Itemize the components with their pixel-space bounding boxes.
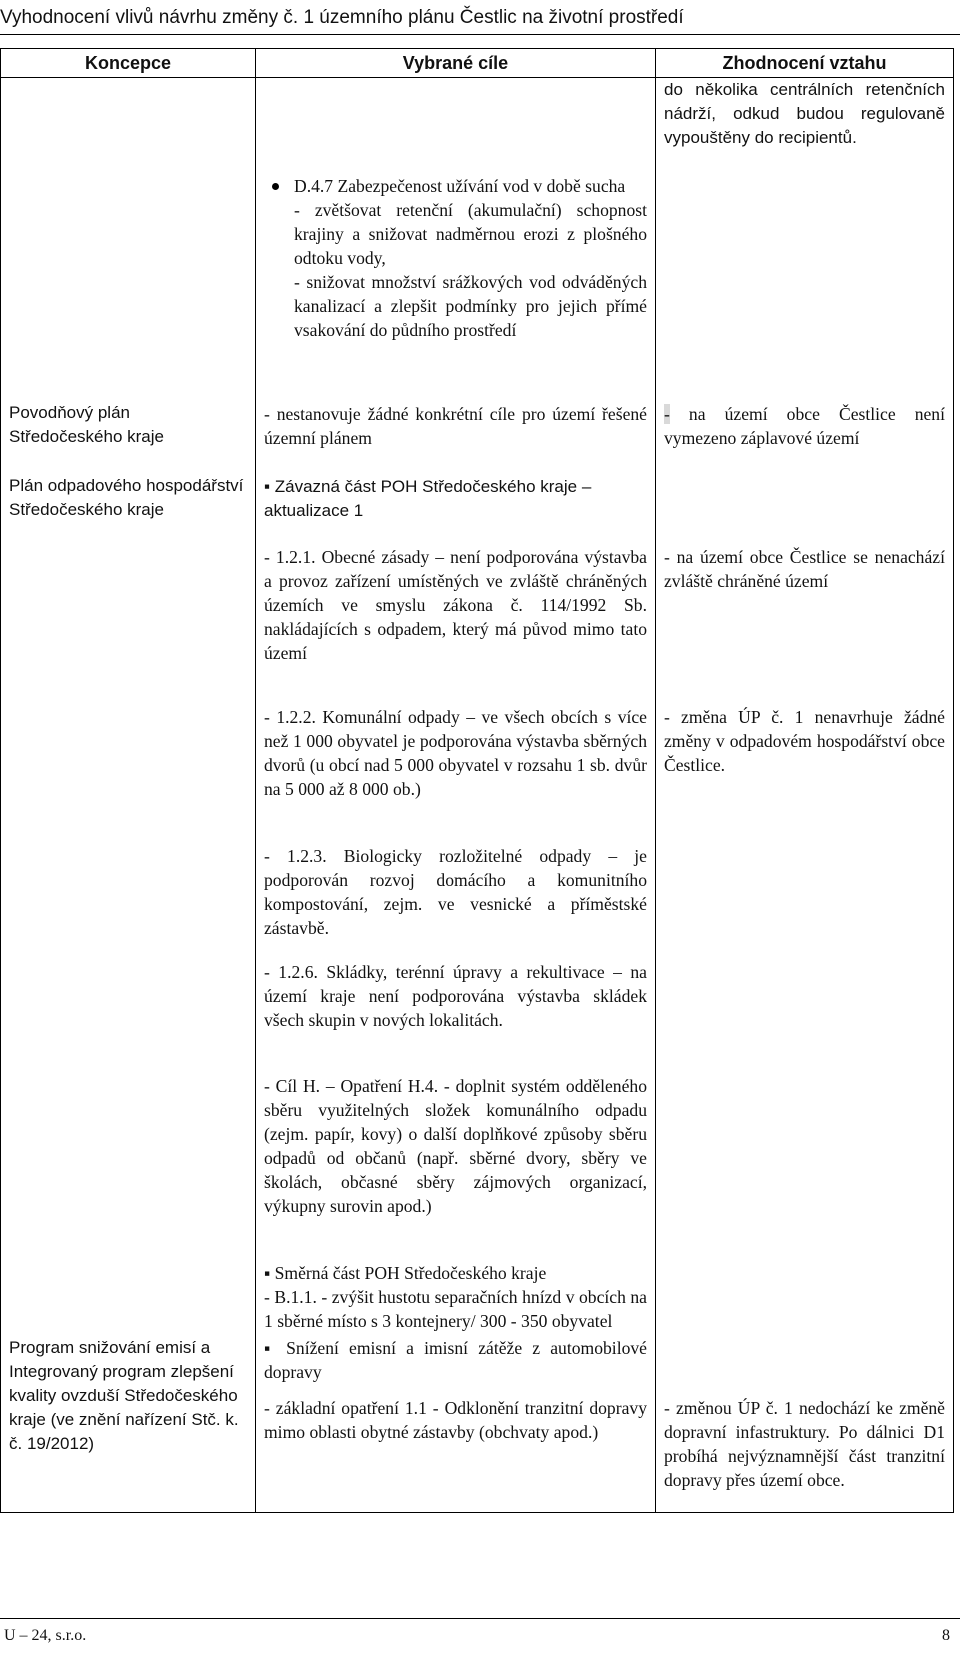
page-footer [0, 1618, 960, 1644]
bullet-dot-icon [272, 183, 279, 190]
concept-waste-plan: Plán odpadového hospodářství Středočeského kraje [9, 476, 244, 519]
header-title: Vyhodnocení vlivů návrhu změny č. 1 územního plánu Čestlic na životní prostředí [0, 7, 684, 28]
goal-121: - 1.2.1. Obecné zásady – není podporována výstavba a provoz zařízení umístěných ve zvláště chráněných územích ve smyslu zákona č. 114/1992 Sb. nakládajících s odpadem, který má původ mimo tato území [264, 547, 647, 663]
evaluation-cell [656, 1334, 954, 1513]
eval-emissions: - změnou ÚP č. 1 nedochází ke změně dopravní infastruktury. Po dálnici D1 probíhá nejvýznamnější část tranzitní dopravy přes území obce. [664, 1398, 945, 1490]
goal-126: - 1.2.6. Skládky, terénní úpravy a rekultivace – na území kraje není podporována výstavba skládek všech skupin v nových lokalitách. [264, 962, 647, 1030]
goals-cell [256, 1334, 656, 1513]
goal-d47-block [294, 174, 647, 342]
column-header-concept: Koncepce [1, 49, 256, 78]
evaluation-cell [656, 78, 954, 1335]
eval-flood-dash: - [664, 404, 670, 424]
eval-flood-text: na území obce Čestlice není vymezeno záplavové území [664, 404, 945, 448]
goal-b11: - B.1.1. - zvýšit hustotu separačních hnízd v obcích na 1 sběrné místo s 3 kontejnery/ 300 - 350 obyvatel [264, 1287, 647, 1331]
column-header-goals: Vybrané cíle [256, 49, 656, 78]
concept-cell [1, 1334, 256, 1513]
footer-company: U – 24, s.r.o. [4, 1627, 87, 1644]
goal-flood: - nestanovuje žádné konkrétní cíle pro území řešené územní plánem [264, 404, 647, 448]
goal-d47-item: - zvětšovat retenční (akumulační) schopnost krajiny a snižovat nadměrnou erozi z plošného odtoku vody, [294, 200, 647, 268]
table-header-row [1, 49, 954, 78]
column-header-evaluation: Zhodnocení vztahu [656, 49, 954, 78]
goal-emissions-11: - základní opatření 1.1 - Odklonění tranzitní dopravy mimo oblasti obytné zástavby (obchvaty apod.) [264, 1398, 647, 1442]
goal-122: - 1.2.2. Komunální odpady – ve všech obcích s více než 1 000 obyvatel je podporována výstavba sběrných dvorů (u obcí nad 5 000 obyvatel v rozsahu 1 sb. dvůr na 5 000 až 8 000 ob.) [264, 707, 647, 799]
concept-flood-plan: Povodňový plán Středočeského kraje [9, 403, 164, 446]
eval-flood [664, 402, 945, 450]
poh-guiding-heading: ▪ Směrná část POH Středočeského kraje [264, 1263, 547, 1283]
table-row [1, 1334, 954, 1513]
goal-d47-title: D.4.7 Zabezpečenost užívání vod v době sucha [294, 176, 626, 196]
page-number: 8 [942, 1627, 950, 1644]
goal-emissions-heading: ▪ Snížení emisní a imisní zátěže z automobilové dopravy [264, 1338, 647, 1382]
header-rule [0, 34, 960, 35]
goal-h4: - Cíl H. – Opatření H.4. - doplnit systém odděleného sběru využitelných složek komunálního odpadu (zejm. papír, kovy) o další doplňkové způsoby sběru odpadů od občanů (např. sběrné dvory, sběry ve školách, občasné sběry zájmových organizací, výkupny surovin apod.) [264, 1076, 647, 1216]
concept-cell [1, 78, 256, 1335]
concept-emissions-program: Program snižování emisí a Integrovaný program zlepšení kvality ovzduší Středočeského kraje (ve znění nařízení Stč. k. č. 19/2012) [9, 1338, 239, 1453]
table-row [1, 78, 954, 1335]
page-header [0, 4, 960, 32]
goal-123: - 1.2.3. Biologicky rozložitelné odpady – je podporován rozvoj domácího a komunitního kompostování, zejm. ve vesnické a příměstské zástavbě. [264, 846, 647, 938]
eval-121: - na území obce Čestlice se nenachází zvláště chráněné území [664, 547, 945, 591]
eval-continued: do několika centrálních retenčních nádrží, odkud budou regulovaně vypouštěny do recipientů. [664, 80, 945, 147]
eval-122: - změna ÚP č. 1 nenavrhuje žádné změny v odpadovém hospodářství obce Čestlice. [664, 707, 945, 775]
goal-d47-item: - snižovat množství srážkových vod odváděných kanalizací a zlepšit podmínky pro jejich přímé vsakování do půdního prostředí [294, 272, 647, 340]
goals-cell [256, 78, 656, 1335]
poh-binding-heading: ▪ Závazná část POH Středočeského kraje – aktualizace 1 [264, 477, 592, 520]
assessment-table [0, 48, 954, 1513]
